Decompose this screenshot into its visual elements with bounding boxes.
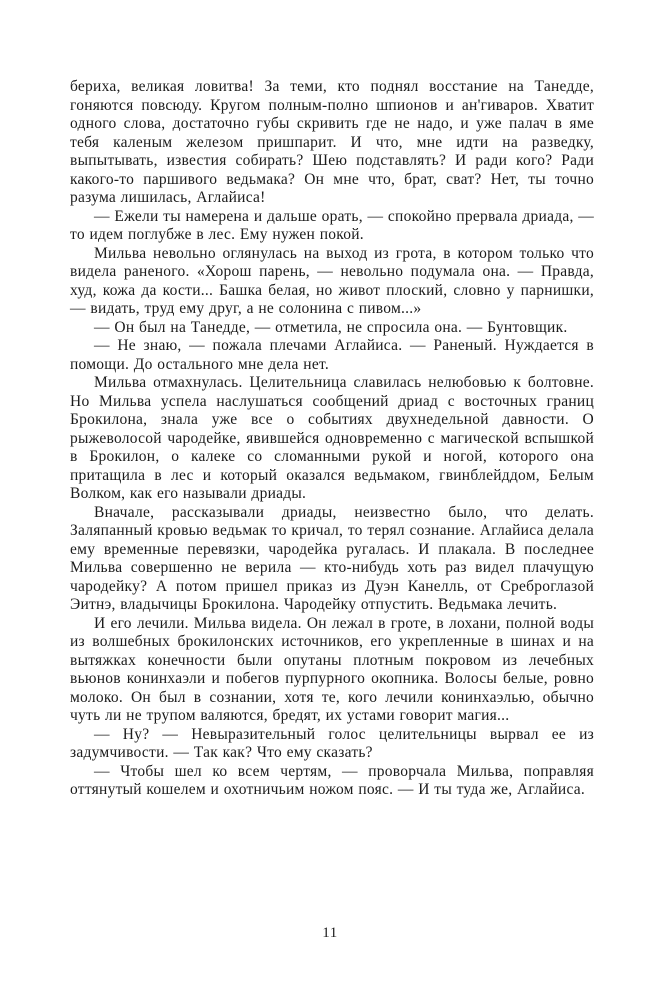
paragraph: — Не знаю, — пожала плечами Аглайиса. — Раненый. Нуждается в помощи. До остального мне дела нет. [70, 337, 594, 373]
paragraph: Мильва отмахнулась. Целительница славилась нелюбовью к болтовне. Но Мильва успела наслушаться сообщений дриад с восточных границ Брокилона, знала уже все о событиях двухнедельной давности. О рыжеволосой чародейке, явившейся одновременно с магической вспышкой в Брокилон, о калеке со сломанными рукой и ногой, которого она притащила в лес и который оказался ведьмаком, гвинблейддом, Белым Волком, как его называли дриады. [70, 374, 594, 502]
text-block [70, 78, 594, 800]
paragraph: — Ну? — Невыразительный голос целительницы вырвал ее из задумчивости. — Так как? Что ему сказать? [70, 725, 594, 761]
paragraph: бериха, великая ловитва! За теми, кто поднял восстание на Танедде, гоняются повсюду. Кругом полным-полно шпионов и ан'гиваров. Хватит одного слова, достаточно губы скривить где не надо, и уже палач в яме тебя каленым железом пришпарит. И что, мне идти на разведку, выпытывать, известия собирать? Шею подставлять? И ради кого? Ради какого-то паршивого ведьмака? Он мне что, брат, сват? Нет, ты точно разума лишилась, Аглайиса! [70, 78, 594, 206]
page-body [70, 78, 594, 800]
paragraph: И его лечили. Мильва видела. Он лежал в гроте, в лохани, полной воды из волшебных брокилонских источников, его укрепленные в шинах и на вытяжках конечности были опутаны плотным покровом из лечебных вьюнов конинхаэли и побегов пурпурного окопника. Волосы белые, ровно молоко. Он был в сознании, хотя те, кого лечили конинхаэлью, обычно чуть ли не трупом валяются, бредят, их устами говорит магия... [70, 614, 594, 724]
paragraph: Мильва невольно оглянулась на выход из грота, в котором только что видела раненого. «Хорош парень, — невольно подумала она. — Правда, худ, кожа да кости... Башка белая, но живот плоский, словно у парнишки, — видать, труд ему друг, а не солонина с пивом...» [70, 244, 594, 317]
paragraph: — Чтобы шел ко всем чертям, — проворчала Мильва, поправляя оттянутый кошелем и охотничьим ножом пояс. — И ты туда же, Аглайиса. [70, 762, 594, 798]
paragraph: — Он был на Танедде, — отметила, не спросила она. — Бунтовщик. [94, 318, 568, 336]
page-number: 11 [322, 925, 338, 941]
paragraph: — Ежели ты намерена и дальше орать, — спокойно прервала дриада, — то идем поглубже в лес. Ему нужен покой. [70, 207, 594, 243]
paragraph: Вначале, рассказывали дриады, неизвестно было, что делать. Заляпанный кровью ведьмак то кричал, то терял сознание. Аглайиса делала ему временные перевязки, чародейка ругалась. И плакала. В последнее Мильва совершенно не верила — кто-нибудь хоть раз видел плачущую чародейку? А потом пришел приказ из Дуэн Канелль, от Среброглазой Эитнэ, владычицы Брокилона. Чародейку отпустить. Ведьмака лечить. [70, 503, 594, 613]
